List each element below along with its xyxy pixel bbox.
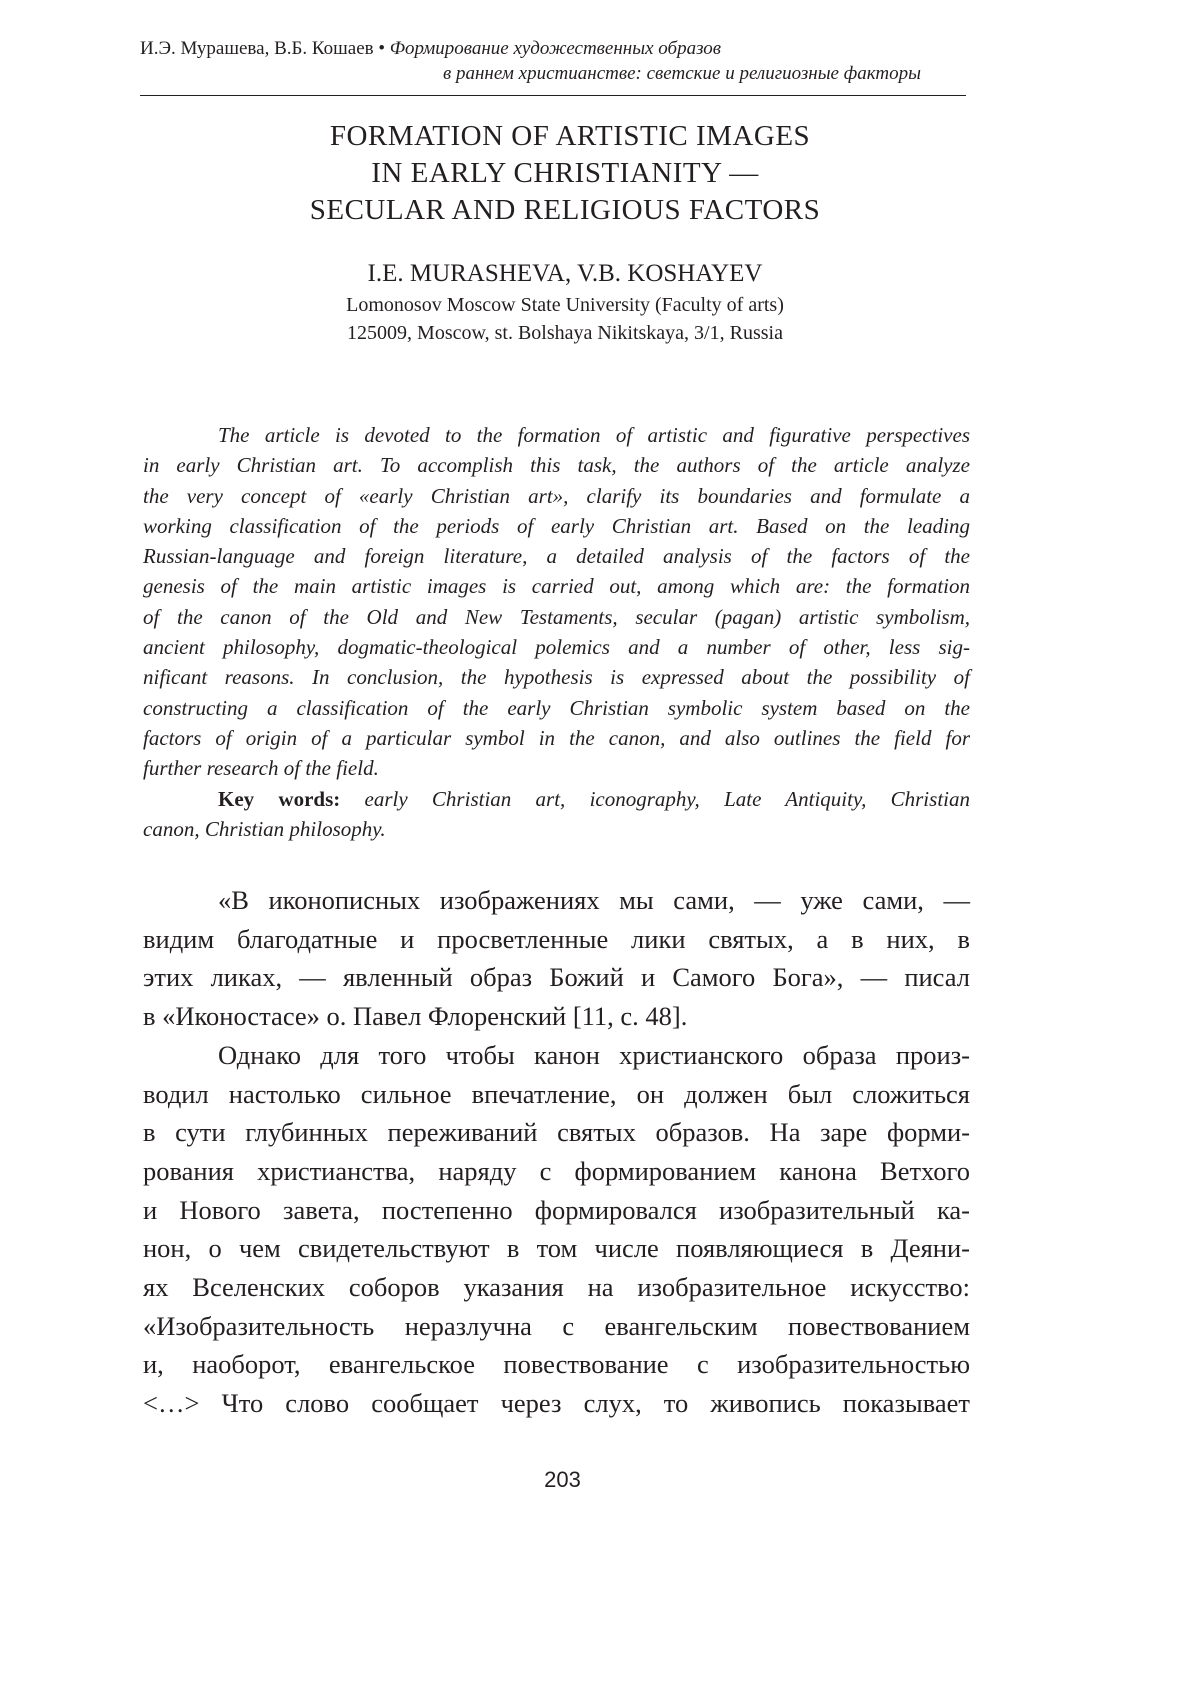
abstract	[143, 420, 970, 844]
body-line: ях Вселенских соборов указания на изобразительное искусство:	[143, 1272, 970, 1303]
body-line: водил настолько сильное впечатление, он должен был сложиться	[143, 1078, 970, 1109]
body-line: Однако для того чтобы канон христианского образа произ-	[218, 1039, 970, 1070]
body-line: видим благодатные и просветленные лики святых, а в них, в	[143, 923, 970, 954]
header-rule	[140, 95, 966, 96]
abstract-line: working classification of the periods of early Christian art. Based on the leading	[143, 513, 970, 538]
affiliation-line: Lomonosov Moscow State University (Faculty of arts)	[346, 294, 784, 316]
article-title	[200, 118, 930, 229]
affiliation-line: 125009, Moscow, st. Bolshaya Nikitskaya, 3/1, Russia	[347, 322, 783, 344]
keywords-line	[143, 784, 970, 814]
abstract-line: The article is devoted to the formation of artistic and figurative perspectives	[218, 423, 970, 447]
abstract-line: nificant reasons. In conclusion, the hypothesis is expressed about the possibility of	[143, 665, 970, 690]
abstract-line: in early Christian art. To accomplish this task, the authors of the article analyze	[143, 453, 970, 478]
header-bullet: •	[378, 38, 386, 59]
abstract-line: constructing a classification of the early Christian symbolic system based on the	[143, 695, 970, 720]
body-line: «Изобразительность неразлучна с евангельским повествованием	[143, 1310, 970, 1341]
title-line: FORMATION OF ARTISTIC IMAGES	[329, 120, 811, 152]
body-line: и Нового завета, постепенно формировался изобразительный ка-	[143, 1194, 970, 1225]
header-authors: И.Э. Мурашева, В.Б. Кошаев	[140, 38, 374, 59]
body-line: нон, о чем свидетельствуют в том числе появляющиеся в Деяни-	[143, 1233, 970, 1264]
title-line: SECULAR AND RELIGIOUS FACTORS	[309, 194, 821, 226]
running-header	[140, 36, 970, 86]
body-line: «В иконописных изображениях мы сами, — уже сами, —	[218, 885, 970, 915]
abstract-line: of the canon of the Old and New Testaments, secular (pagan) artistic symbolism,	[143, 604, 970, 629]
body-line: этих ликах, — явленный образ Божий и Самого Бога», — писал	[143, 962, 970, 993]
abstract-line: the very concept of «early Christian art», clarify its boundaries and formulate a	[143, 483, 970, 508]
page-number: 203	[544, 1467, 581, 1492]
header-title-line1: Формирование художественных образов	[389, 38, 721, 59]
article-authors: I.E. MURASHEVA, V.B. KOSHAYEV	[367, 260, 763, 287]
header-title-line2: в раннем христианстве: светские и религиозные факторы	[443, 63, 921, 84]
keywords-text: early Christian art, iconography, Late Antiquity, Christian	[364, 786, 970, 811]
body-text	[143, 881, 970, 1423]
body-line: в сути глубинных переживаний святых образов. На заре форми-	[143, 1117, 970, 1148]
abstract-line: Russian-language and foreign literature, a detailed analysis of the factors of the	[143, 544, 970, 569]
affiliation	[200, 291, 930, 347]
title-line: IN EARLY CHRISTIANITY —	[371, 157, 759, 189]
abstract-line: genesis of the main artistic images is carried out, among which are: the formation	[143, 574, 970, 599]
keywords-line: canon, Christian philosophy.	[143, 816, 386, 841]
abstract-line: factors of origin of a particular symbol in the canon, and also outlines the field for	[143, 725, 970, 750]
body-line: и, наоборот, евангельское повествование с изобразительностью	[143, 1349, 970, 1380]
abstract-line: ancient philosophy, dogmatic-theological polemics and a number of other, less sig-	[143, 635, 970, 660]
abstract-line: further research of the field.	[143, 756, 379, 781]
keywords-label: Key words:	[218, 786, 341, 811]
body-line: рования христианства, наряду с формированием канона Ветхого	[143, 1155, 970, 1186]
body-line: в «Иконостасе» о. Павел Флоренский [11, с. 48].	[143, 1001, 688, 1032]
body-line: <…> Что слово сообщает через слух, то живопись показывает	[143, 1388, 970, 1419]
